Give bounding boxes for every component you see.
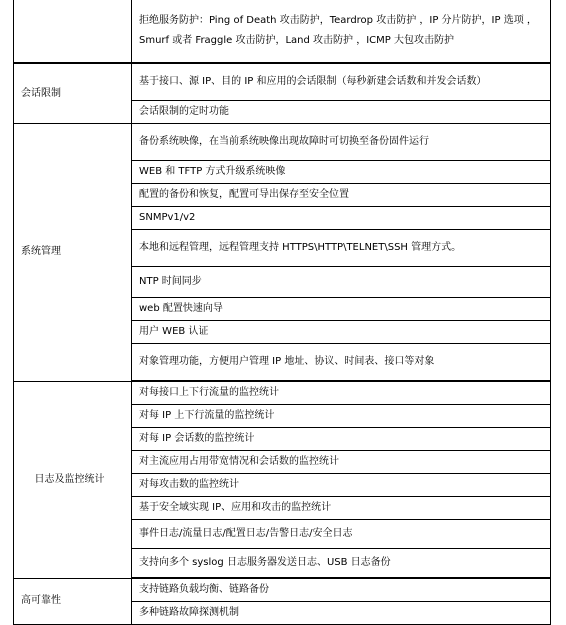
feature-cell: 拒绝服务防护：Ping of Death 攻击防护，Teardrop 攻击防护 ，IP 分片防护，IP 选项 ，Smurf 或者 Fraggle 攻击防护，Land 攻击防护 ，ICMP 大包攻击防护 bbox=[132, 0, 551, 63]
feature-cell: 对主流应用占用带宽情况和会话数的监控统计 bbox=[132, 451, 551, 474]
feature-cell: 本地和远程管理，远程管理支持 HTTPS\HTTP\TELNET\SSH 管理方式。 bbox=[132, 230, 551, 267]
table-row bbox=[14, 0, 551, 63]
feature-cell: 配置的备份和恢复，配置可导出保存至安全位置 bbox=[132, 184, 551, 207]
feature-cell: web 配置快速向导 bbox=[132, 298, 551, 321]
spec-table bbox=[13, 0, 551, 625]
category-cell bbox=[14, 0, 132, 63]
feature-cell: 对每 IP 上下行流量的监控统计 bbox=[132, 405, 551, 428]
feature-cell: 用户 WEB 认证 bbox=[132, 321, 551, 344]
table-row bbox=[14, 63, 551, 101]
feature-cell: 事件日志/流量日志/配置日志/告警日志/安全日志 bbox=[132, 520, 551, 549]
feature-cell: 对每攻击数的监控统计 bbox=[132, 474, 551, 497]
feature-cell: 对每 IP 会话数的监控统计 bbox=[132, 428, 551, 451]
table-row bbox=[14, 578, 551, 602]
feature-cell: SNMPv1/v2 bbox=[132, 207, 551, 230]
feature-cell: 多种链路故障探测机制 bbox=[132, 602, 551, 625]
feature-cell: WEB 和 TFTP 方式升级系统映像 bbox=[132, 161, 551, 184]
feature-cell: 会话限制的定时功能 bbox=[132, 101, 551, 124]
feature-cell: 基于安全域实现 IP、应用和攻击的监控统计 bbox=[132, 497, 551, 520]
feature-cell: 支持链路负载均衡、链路备份 bbox=[132, 578, 551, 602]
feature-cell: 基于接口、源 IP、目的 IP 和应用的会话限制（每秒新建会话数和并发会话数） bbox=[132, 63, 551, 101]
feature-cell: 支持向多个 syslog 日志服务器发送日志、USB 日志备份 bbox=[132, 549, 551, 579]
category-cell: 高可靠性 bbox=[14, 578, 132, 625]
feature-cell: 对象管理功能，方便用户管理 IP 地址、协议、时间表、接口等对象 bbox=[132, 344, 551, 382]
feature-cell: 对每接口上下行流量的监控统计 bbox=[132, 381, 551, 405]
category-cell: 系统管理 bbox=[14, 124, 132, 382]
feature-cell: 备份系统映像，在当前系统映像出现故障时可切换至备份固件运行 bbox=[132, 124, 551, 161]
category-cell: 会话限制 bbox=[14, 63, 132, 124]
table-row bbox=[14, 124, 551, 161]
category-cell: 日志及监控统计 bbox=[14, 381, 132, 578]
feature-cell: NTP 时间同步 bbox=[132, 267, 551, 298]
table-row bbox=[14, 381, 551, 405]
